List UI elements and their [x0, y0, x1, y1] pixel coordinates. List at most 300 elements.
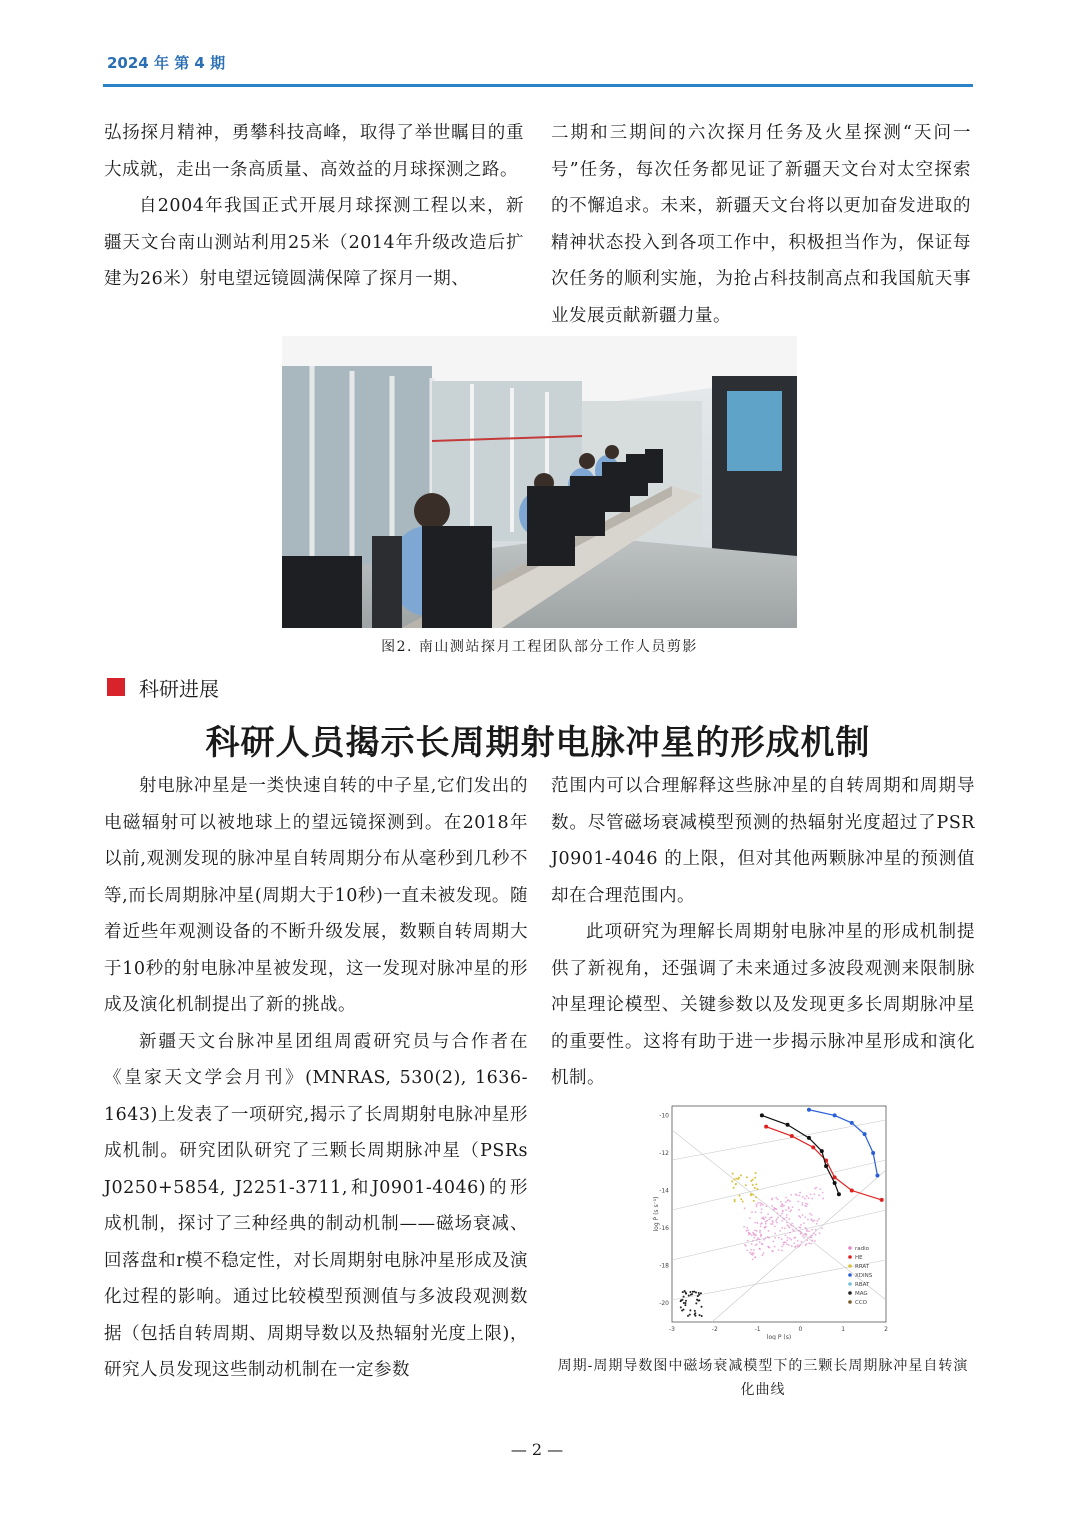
scatter-point-rrat	[732, 1173, 734, 1175]
scatter-point-radio	[798, 1209, 800, 1211]
x-tick-label: 0	[798, 1326, 803, 1333]
top-left-column	[104, 115, 524, 298]
article-left-column	[104, 768, 528, 1389]
scatter-point-radio	[803, 1222, 805, 1224]
y-axis-label: log Ṗ (s s⁻¹)	[653, 1196, 660, 1232]
scatter-point-radio	[754, 1237, 756, 1239]
scatter-point-radio	[767, 1236, 769, 1238]
scatter-point-rrat	[739, 1195, 741, 1197]
scatter-point-radio	[806, 1239, 808, 1241]
top-right-column	[551, 115, 971, 334]
scatter-point-radio	[811, 1229, 813, 1231]
scatter-point-radio	[762, 1204, 764, 1206]
scatter-point-radio	[761, 1222, 763, 1224]
legend-marker	[848, 1273, 852, 1277]
x-tick-label: 2	[884, 1326, 888, 1333]
scatter-point-radio	[786, 1240, 788, 1242]
scatter-point-radio	[768, 1218, 770, 1220]
series-point	[875, 1173, 879, 1177]
scatter-point-radio	[771, 1216, 773, 1218]
scatter-point-radio	[821, 1227, 823, 1229]
scatter-point-radio	[744, 1207, 746, 1209]
scatter-point-radio	[786, 1221, 788, 1223]
series-point	[786, 1123, 790, 1127]
scatter-point-radio	[788, 1244, 790, 1246]
scatter-point-msp	[695, 1291, 697, 1293]
article-paragraph-4: 此项研究为理解长周期射电脉冲星的形成机制提供了新视角，还强调了未来通过多波段观测来限制脉冲星理论模型、关键参数以及发现更多长周期脉冲星的重要性。这将有助于进一步揭示脉冲星形成和演化机制。	[551, 922, 975, 1088]
scatter-point-radio	[789, 1200, 791, 1202]
scatter-point-radio	[753, 1249, 755, 1251]
scatter-point-rrat	[740, 1174, 742, 1176]
scatter-point-radio	[784, 1241, 786, 1243]
scatter-point-radio	[795, 1228, 797, 1230]
article-paragraph-2: 新疆天文台脉冲星团组周霞研究员与合作者在《皇家天文学会月刊》(MNRAS, 530(2), 1636-1643)上发表了一项研究,揭示了长周期射电脉冲星形成机制。研究团队研究了三颗长周期脉冲星（PSRs J0250+5854, J2251-3711,和J0901-4046)的形成机制，探讨了三种经典的制动机制——磁场衰减、回落盘和r模不稳定性，对长周期射电脉冲星形成及演化过程的影响。通过比较模型预测值与多波段观测数据（包括自转周期、周期导数以及热辐射光度上限)，研究人员发现这些制动机制在一定参数	[104, 1031, 528, 1380]
scatter-point-rrat	[753, 1200, 755, 1202]
scatter-point-radio	[751, 1234, 753, 1236]
scatter-point-radio	[798, 1230, 800, 1232]
scatter-point-radio	[781, 1213, 783, 1215]
scatter-point-radio	[761, 1243, 763, 1245]
scatter-point-rrat	[733, 1187, 735, 1189]
scatter-point-radio	[771, 1199, 773, 1201]
scatter-point-radio	[793, 1242, 795, 1244]
scatter-point-radio	[800, 1216, 802, 1218]
scatter-point-radio	[809, 1213, 811, 1215]
scatter-point-radio	[788, 1218, 790, 1220]
scatter-point-radio	[759, 1230, 761, 1232]
scatter-point-radio	[747, 1240, 749, 1242]
series-point	[760, 1113, 764, 1117]
scatter-point-radio	[803, 1237, 805, 1239]
top-right-paragraph-1: 二期和三期间的六次探月任务及火星探测“天问一号”任务，每次任务都见证了新疆天文台对太空探索的不懈追求。未来，新疆天文台将以更加奋发进取的精神状态投入到各项工作中，积极担当作为，保证每次任务的顺利实施，为抢占科技制高点和我国航天事业发展贡献新疆力量。	[551, 123, 971, 326]
scatter-point-radio	[781, 1227, 783, 1229]
series-point	[863, 1132, 867, 1136]
scatter-point-radio	[786, 1244, 788, 1246]
scatter-point-radio	[748, 1234, 750, 1236]
scatter-point-msp	[680, 1306, 682, 1308]
scatter-point-radio	[801, 1232, 803, 1234]
scatter-point-radio	[805, 1227, 807, 1229]
legend-marker	[848, 1246, 852, 1250]
scatter-point-msp	[694, 1310, 696, 1312]
scatter-point-radio	[753, 1234, 755, 1236]
scatter-point-radio	[781, 1220, 783, 1222]
scatter-point-msp	[689, 1314, 691, 1316]
scatter-point-rrat	[731, 1180, 733, 1182]
scatter-point-radio	[765, 1226, 767, 1228]
scatter-point-radio	[774, 1233, 776, 1235]
section-heading	[107, 672, 219, 702]
scatter-point-radio	[772, 1240, 774, 1242]
scatter-point-radio	[757, 1222, 759, 1224]
scatter-point-radio	[755, 1204, 757, 1206]
scatter-point-radio	[782, 1203, 784, 1205]
scatter-point-radio	[763, 1252, 765, 1254]
scatter-point-radio	[806, 1195, 808, 1197]
figure-2-caption: 图2. 南山测站探月工程团队部分工作人员剪影	[381, 639, 698, 655]
scatter-point-radio	[804, 1198, 806, 1200]
scatter-point-radio	[805, 1234, 807, 1236]
scatter-point-radio	[808, 1197, 810, 1199]
scatter-point-msp	[689, 1309, 691, 1311]
scatter-point-msp	[689, 1291, 691, 1293]
scatter-point-radio	[771, 1220, 773, 1222]
scatter-point-radio	[793, 1230, 795, 1232]
scatter-point-radio	[783, 1244, 785, 1246]
series-point	[850, 1189, 854, 1193]
scatter-point-radio	[752, 1254, 754, 1256]
scatter-point-radio	[784, 1227, 786, 1229]
scatter-point-rrat	[746, 1176, 748, 1178]
scatter-point-radio	[790, 1224, 792, 1226]
scatter-point-radio	[808, 1230, 810, 1232]
scatter-point-radio	[760, 1235, 762, 1237]
scatter-point-msp	[694, 1315, 696, 1317]
scatter-point-radio	[763, 1218, 765, 1220]
scatter-point-msp	[700, 1292, 702, 1294]
scatter-point-radio	[777, 1198, 779, 1200]
scatter-point-radio	[762, 1254, 764, 1256]
scatter-point-radio	[770, 1223, 772, 1225]
scatter-point-radio	[767, 1213, 769, 1215]
scatter-point-radio	[806, 1230, 808, 1232]
section-title: 科研进展	[139, 676, 219, 701]
scatter-point-radio	[787, 1200, 789, 1202]
scatter-point-radio	[781, 1246, 783, 1248]
scatter-point-rrat	[733, 1178, 735, 1180]
scatter-point-radio	[795, 1246, 797, 1248]
scatter-point-msp	[699, 1314, 701, 1316]
scatter-point-radio	[752, 1258, 754, 1260]
scatter-point-msp	[698, 1292, 700, 1294]
y-tick-label: -14	[659, 1187, 669, 1195]
scatter-point-radio	[751, 1243, 753, 1245]
issue-header: 2024 年 第 4 期	[107, 54, 226, 72]
scatter-point-radio	[758, 1238, 760, 1240]
scatter-point-rrat	[755, 1172, 757, 1174]
legend-entry: radio	[855, 1246, 870, 1252]
series-point	[824, 1164, 828, 1168]
scatter-point-radio	[815, 1234, 817, 1236]
top-left-paragraph-2: 自2004年我国正式开展月球探测工程以来，新疆天文台南山测站利用25米（2014年升级改造后扩建为26米）射电望远镜圆满保障了探月一期、	[104, 196, 524, 289]
scatter-point-radio	[811, 1240, 813, 1242]
scatter-point-radio	[779, 1230, 781, 1232]
scatter-point-radio	[819, 1188, 821, 1190]
scatter-point-radio	[750, 1249, 752, 1251]
series-point	[833, 1175, 837, 1179]
scatter-point-radio	[749, 1217, 751, 1219]
scatter-point-radio	[759, 1202, 761, 1204]
scatter-point-radio	[760, 1212, 762, 1214]
scatter-point-radio	[799, 1192, 801, 1194]
scatter-point-radio	[807, 1203, 809, 1205]
scatter-point-rrat	[755, 1183, 757, 1185]
scatter-point-radio	[808, 1242, 810, 1244]
legend-marker	[848, 1282, 852, 1286]
y-tick-label: -16	[659, 1225, 669, 1233]
scatter-point-radio	[787, 1237, 789, 1239]
scatter-point-msp	[687, 1315, 689, 1317]
legend-marker	[848, 1291, 852, 1295]
scatter-point-radio	[799, 1244, 801, 1246]
scatter-point-radio	[816, 1223, 818, 1225]
x-tick-label: -3	[669, 1326, 675, 1333]
y-tick-label: -20	[659, 1300, 669, 1308]
scatter-point-radio	[810, 1243, 812, 1245]
scatter-point-radio	[743, 1226, 745, 1228]
scatter-point-radio	[785, 1234, 787, 1236]
series-point	[871, 1151, 875, 1155]
scatter-point-radio	[759, 1241, 761, 1243]
scatter-point-radio	[804, 1216, 806, 1218]
x-tick-label: 1	[841, 1326, 846, 1333]
scatter-point-rrat	[738, 1177, 740, 1179]
series-point	[880, 1198, 884, 1202]
scatter-point-radio	[775, 1197, 777, 1199]
scatter-point-radio	[771, 1250, 773, 1252]
legend-entry: RRAT	[855, 1264, 870, 1270]
scatter-point-radio	[809, 1236, 811, 1238]
scatter-point-radio	[785, 1201, 787, 1203]
scatter-point-radio	[813, 1220, 815, 1222]
scatter-point-rrat	[756, 1188, 758, 1190]
scatter-point-radio	[785, 1197, 787, 1199]
scatter-point-radio	[781, 1250, 783, 1252]
series-point	[807, 1136, 811, 1140]
scatter-point-rrat	[735, 1183, 737, 1185]
scatter-point-radio	[752, 1240, 754, 1242]
series-point	[807, 1108, 811, 1112]
scatter-point-radio	[796, 1194, 798, 1196]
scatter-point-radio	[751, 1211, 753, 1213]
scatter-point-radio	[783, 1205, 785, 1207]
scatter-point-msp	[698, 1294, 700, 1296]
scatter-point-radio	[782, 1217, 784, 1219]
scatter-point-radio	[765, 1216, 767, 1218]
scatter-point-radio	[811, 1214, 813, 1216]
scatter-point-radio	[756, 1230, 758, 1232]
scatter-point-radio	[765, 1223, 767, 1225]
scatter-point-radio	[802, 1235, 804, 1237]
scatter-point-radio	[780, 1205, 782, 1207]
scatter-point-radio	[790, 1209, 792, 1211]
scatter-point-radio	[801, 1241, 803, 1243]
legend-entry: XDINS	[855, 1273, 873, 1279]
scatter-point-radio	[755, 1211, 757, 1213]
scatter-point-radio	[818, 1194, 820, 1196]
scatter-point-radio	[813, 1232, 815, 1234]
scatter-point-radio	[790, 1194, 792, 1196]
scatter-point-msp	[696, 1299, 698, 1301]
y-tick-label: -18	[659, 1262, 669, 1270]
legend-marker	[848, 1264, 852, 1268]
scatter-point-radio	[772, 1223, 774, 1225]
series-point	[837, 1192, 841, 1196]
article-paragraph-3: 范围内可以合理解释这些脉冲星的自转周期和周期导数。尽管磁场衰减模型预测的热辐射光度超过了PSR J0901-4046 的上限，但对其他两颗脉冲星的预测值却在合理范围内。	[551, 776, 975, 906]
scatter-point-radio	[786, 1214, 788, 1216]
scatter-point-radio	[754, 1229, 756, 1231]
scatter-point-radio	[746, 1249, 748, 1251]
series-point	[820, 1149, 824, 1153]
scatter-point-msp	[680, 1300, 682, 1302]
p-pdot-diagram	[652, 1100, 892, 1340]
scatter-point-radio	[763, 1239, 765, 1241]
scatter-point-msp	[681, 1310, 683, 1312]
scatter-point-radio	[765, 1237, 767, 1239]
scatter-point-radio	[760, 1204, 762, 1206]
scatter-point-radio	[754, 1257, 756, 1259]
scatter-point-rrat	[735, 1178, 737, 1180]
scatter-point-rrat	[752, 1179, 754, 1181]
scatter-point-radio	[811, 1198, 813, 1200]
scatter-point-radio	[774, 1225, 776, 1227]
scatter-point-radio	[788, 1208, 790, 1210]
scatter-point-radio	[802, 1202, 804, 1204]
scatter-point-radio	[748, 1232, 750, 1234]
scatter-point-radio	[756, 1243, 758, 1245]
scatter-point-radio	[804, 1205, 806, 1207]
series-point	[833, 1181, 837, 1185]
scatter-point-radio	[780, 1201, 782, 1203]
legend-entry: CCO	[855, 1300, 868, 1306]
scatter-point-radio	[811, 1235, 813, 1237]
scatter-point-radio	[776, 1222, 778, 1224]
scatter-point-radio	[782, 1210, 784, 1212]
scatter-point-radio	[785, 1209, 787, 1211]
scatter-point-radio	[790, 1239, 792, 1241]
scatter-point-radio	[778, 1249, 780, 1251]
scatter-point-radio	[791, 1245, 793, 1247]
scatter-point-radio	[759, 1248, 761, 1250]
x-tick-label: -1	[754, 1326, 761, 1333]
scatter-point-radio	[761, 1208, 763, 1210]
header-rule	[103, 84, 973, 87]
scatter-point-radio	[775, 1208, 777, 1210]
scatter-point-radio	[769, 1217, 771, 1219]
scatter-point-radio	[760, 1225, 762, 1227]
scatter-point-radio	[797, 1201, 799, 1203]
article-title: 科研人员揭示长周期射电脉冲星的形成机制	[205, 723, 871, 763]
scatter-point-radio	[746, 1230, 748, 1232]
scatter-point-msp	[701, 1306, 703, 1308]
legend-entry: HE	[855, 1255, 863, 1261]
page-number: — 2 —	[510, 1440, 564, 1459]
scatter-point-radio	[768, 1230, 770, 1232]
series-point	[833, 1113, 837, 1117]
scatter-point-msp	[691, 1293, 693, 1295]
scatter-point-radio	[756, 1206, 758, 1208]
scatter-point-rrat	[740, 1198, 742, 1200]
scatter-point-radio	[786, 1216, 788, 1218]
article-right-column	[551, 768, 975, 1097]
legend-marker	[848, 1300, 852, 1304]
scatter-point-radio	[797, 1244, 799, 1246]
scatter-point-radio	[765, 1221, 767, 1223]
scatter-point-rrat	[742, 1200, 744, 1202]
scatter-point-radio	[814, 1240, 816, 1242]
scatter-point-radio	[822, 1192, 824, 1194]
x-tick-label: -2	[711, 1326, 718, 1333]
series-point	[790, 1134, 794, 1138]
scatter-point-radio	[752, 1232, 754, 1234]
scatter-point-radio	[802, 1214, 804, 1216]
scatter-point-radio	[774, 1237, 776, 1239]
scatter-point-msp	[695, 1302, 697, 1304]
scatter-point-radio	[771, 1205, 773, 1207]
scatter-point-radio	[782, 1206, 784, 1208]
scatter-point-radio	[787, 1224, 789, 1226]
scatter-point-radio	[749, 1252, 751, 1254]
scatter-point-radio	[776, 1218, 778, 1220]
legend-entry: RBAT	[855, 1282, 870, 1288]
scatter-point-msp	[692, 1291, 694, 1293]
scatter-point-msp	[685, 1300, 687, 1302]
scatter-point-radio	[777, 1212, 779, 1214]
scatter-point-radio	[774, 1246, 776, 1248]
scatter-point-radio	[810, 1194, 812, 1196]
scatter-point-radio	[777, 1216, 779, 1218]
scatter-point-radio	[798, 1195, 800, 1197]
scatter-point-radio	[800, 1224, 802, 1226]
x-axis-label: log P (s)	[766, 1334, 792, 1340]
scatter-point-rrat	[752, 1184, 754, 1186]
scatter-point-radio	[775, 1220, 777, 1222]
scatter-point-radio	[815, 1187, 817, 1189]
scatter-point-rrat	[750, 1194, 752, 1196]
scatter-point-radio	[757, 1202, 759, 1204]
scatter-point-rrat	[734, 1199, 736, 1201]
scatter-point-radio	[745, 1245, 747, 1247]
scatter-point-radio	[807, 1219, 809, 1221]
scatter-point-rrat	[755, 1196, 757, 1198]
scatter-point-msp	[684, 1304, 686, 1306]
scatter-point-radio	[822, 1198, 824, 1200]
scatter-point-radio	[815, 1229, 817, 1231]
scatter-point-radio	[789, 1238, 791, 1240]
series-point	[850, 1121, 854, 1125]
scatter-point-rrat	[754, 1177, 756, 1179]
series-point	[811, 1145, 815, 1149]
scatter-point-msp	[683, 1296, 685, 1298]
scatter-point-radio	[746, 1227, 748, 1229]
scatter-point-msp	[682, 1291, 684, 1293]
legend-entry: MAG	[855, 1291, 868, 1297]
scatter-point-radio	[781, 1238, 783, 1240]
scatter-point-radio	[747, 1229, 749, 1231]
scatter-point-radio	[789, 1232, 791, 1234]
scatter-point-radio	[802, 1196, 804, 1198]
scatter-point-radio	[778, 1237, 780, 1239]
scatter-point-rrat	[752, 1193, 754, 1195]
scatter-point-radio	[751, 1252, 753, 1254]
scatter-point-radio	[756, 1239, 758, 1241]
y-tick-label: -10	[659, 1112, 669, 1120]
scatter-point-radio	[791, 1223, 793, 1225]
scatter-point-rrat	[745, 1184, 747, 1186]
legend-marker	[848, 1255, 852, 1259]
scatter-point-msp	[697, 1295, 699, 1297]
scatter-point-msp	[698, 1299, 700, 1301]
scatter-point-radio	[793, 1225, 795, 1227]
plot-caption: 周期-周期导数图中磁场衰减模型下的三颗长周期脉冲星自转演化曲线	[557, 1358, 969, 1398]
scatter-point-radio	[817, 1220, 819, 1222]
scatter-point-radio	[805, 1244, 807, 1246]
scatter-point-radio	[799, 1227, 801, 1229]
scatter-point-msp	[683, 1302, 685, 1304]
scatter-point-radio	[792, 1206, 794, 1208]
scatter-point-radio	[759, 1231, 761, 1233]
top-left-paragraph-1: 弘扬探月精神，勇攀科技高峰，取得了举世瞩目的重大成就，走出一条高质量、高效益的月球探测之路。	[104, 123, 524, 180]
